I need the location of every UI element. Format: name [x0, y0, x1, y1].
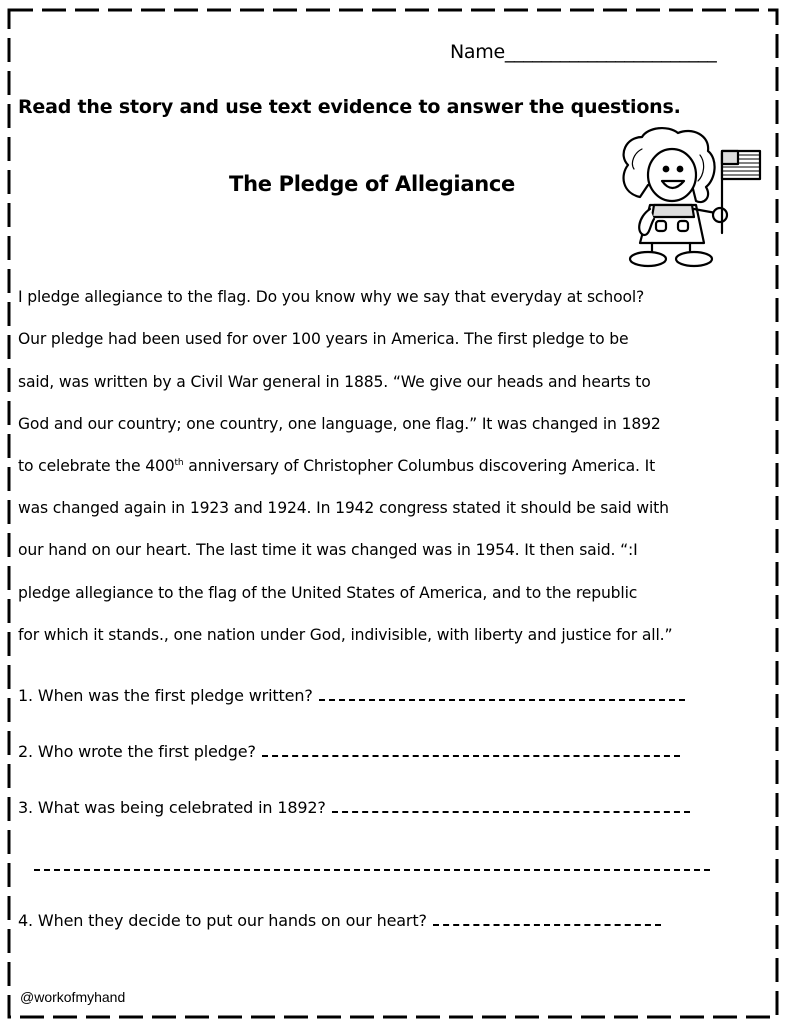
story-line: I pledge allegiance to the flag. Do you know why we say that everyday at school? — [18, 288, 645, 306]
story-line: to celebrate the 400th anniversary of Christopher Columbus discovering America. It — [18, 457, 656, 475]
question-1 — [18, 686, 685, 705]
story-line: Our pledge had been used for over 100 years in America. The first pledge to be — [18, 330, 629, 348]
question-4 — [18, 911, 661, 930]
story-line: was changed again in 1923 and 1924. In 1942 congress stated it should be said with — [18, 499, 669, 517]
answer-blank[interactable] — [332, 811, 690, 813]
answer-blank[interactable] — [319, 699, 685, 701]
question-label: 3. What was being celebrated in 1892? — [18, 798, 326, 817]
superscript-th: th — [174, 457, 184, 468]
question-label: 4. When they decide to put our hands on our heart? — [18, 911, 427, 930]
question-3-continued — [34, 856, 710, 875]
instructions: Read the story and use text evidence to answer the questions. — [18, 96, 681, 118]
question-label: 1. When was the first pledge written? — [18, 686, 313, 705]
answer-blank[interactable] — [433, 924, 661, 926]
question-label: 2. Who wrote the first pledge? — [18, 742, 256, 761]
name-field[interactable] — [450, 41, 716, 63]
story-line: for which it stands., one nation under God, indivisible, with liberty and justice for all.” — [18, 626, 673, 644]
credit-handle: @workofmyhand — [20, 989, 126, 1005]
story-line: our hand on our heart. The last time it was changed was in 1954. It then said. “:I — [18, 541, 638, 559]
question-2 — [18, 742, 680, 761]
story-line: said, was written by a Civil War general in 1885. “We give our heads and hearts to — [18, 373, 651, 391]
answer-blank[interactable] — [34, 869, 710, 871]
story-line: God and our country; one country, one language, one flag.” It was changed in 1892 — [18, 415, 661, 433]
page-title: The Pledge of Allegiance — [229, 172, 515, 196]
question-3 — [18, 798, 690, 817]
girl-holding-flag-icon — [612, 125, 767, 270]
name-blank[interactable]: _______________________ — [504, 41, 717, 63]
answer-blank[interactable] — [262, 755, 680, 757]
name-label: Name — [450, 41, 505, 63]
story-line: pledge allegiance to the flag of the United States of America, and to the republic — [18, 584, 638, 602]
